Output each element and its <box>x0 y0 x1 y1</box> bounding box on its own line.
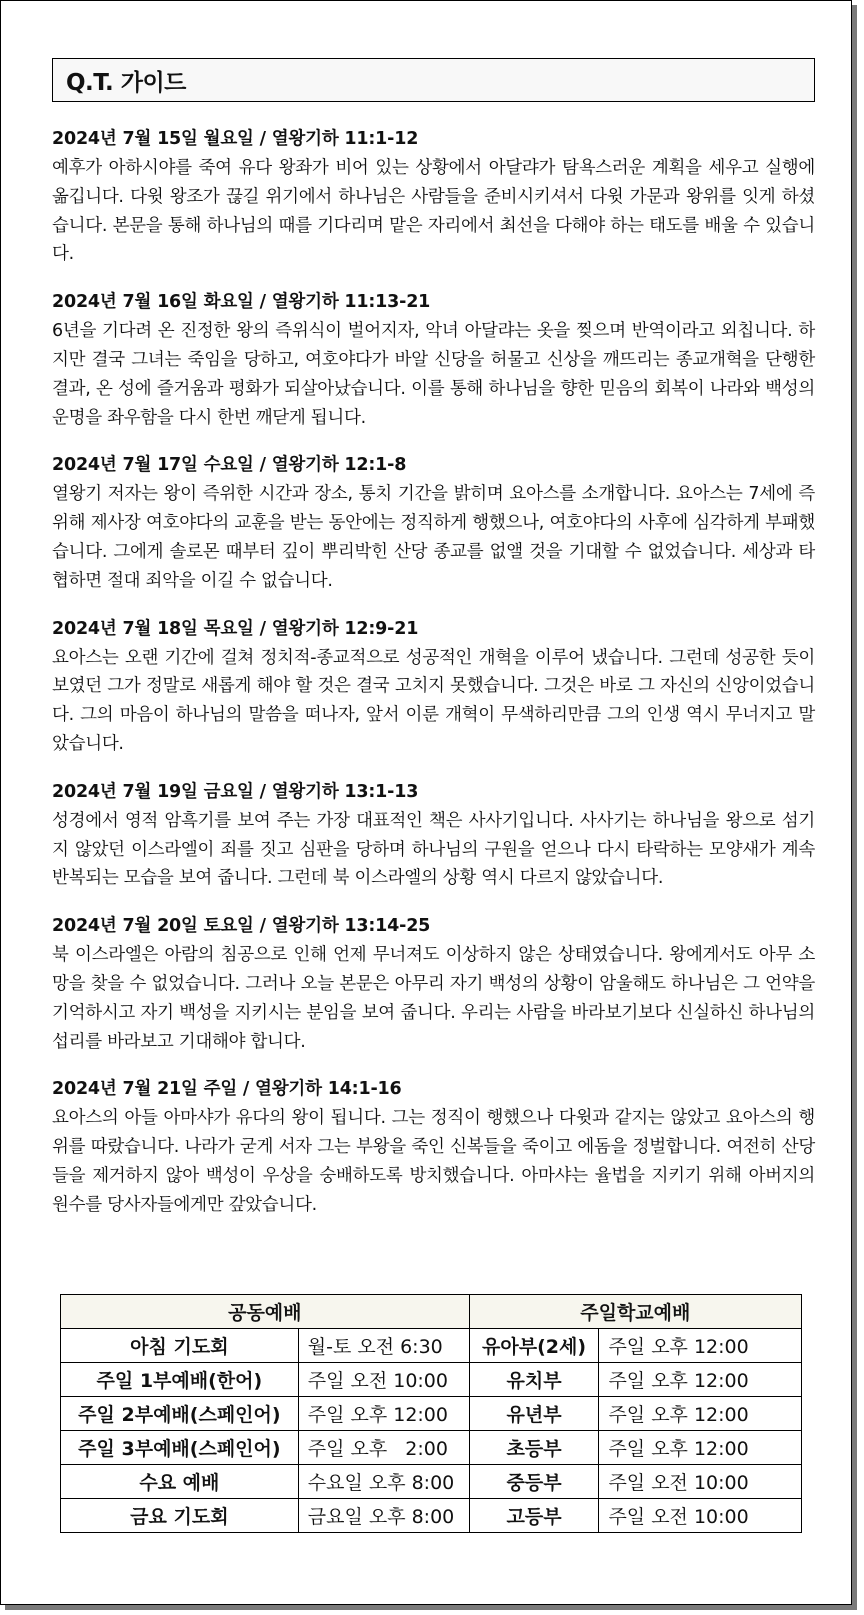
service-time: 주일 오후 2:00 <box>298 1431 469 1465</box>
service-time: 월-토 오전 6:30 <box>298 1329 469 1363</box>
department-time: 주일 오후 12:00 <box>599 1329 802 1363</box>
service-name: 주일 2부예배(스페인어) <box>61 1397 299 1431</box>
worship-schedule-table <box>60 1294 802 1533</box>
department-name: 초등부 <box>469 1431 599 1465</box>
table-row <box>61 1397 802 1431</box>
service-name: 수요 예배 <box>61 1465 299 1499</box>
service-name: 주일 1부예배(한어) <box>61 1363 299 1397</box>
qt-entry <box>52 125 815 269</box>
qt-entry <box>52 778 815 893</box>
department-time: 주일 오후 12:00 <box>599 1397 802 1431</box>
page-title: Q.T. 가이드 <box>52 58 815 102</box>
entry-body: 6년을 기다려 온 진정한 왕의 즉위식이 벌어지자, 악녀 아달랴는 옷을 찢으며 반역이라고 외칩니다. 하지만 결국 그녀는 죽임을 당하고, 여호야다가 바알 신당을 허물고 신상을 깨뜨리는 종교개혁을 단행한 결과, 온 성에 즐거움과 평화가 되살아났습니다. 이를 통해 하나님을 향한 믿음의 회복이 나라와 백성의 운명을 좌우함을 다시 한번 깨닫게 됩니다. <box>52 321 815 428</box>
entry-heading: 2024년 7월 20일 토요일 / 열왕기하 13:14-25 <box>52 916 431 937</box>
department-name: 유아부(2세) <box>469 1329 599 1363</box>
department-name: 고등부 <box>469 1499 599 1533</box>
entry-heading: 2024년 7월 18일 목요일 / 열왕기하 12:9-21 <box>52 618 419 639</box>
entry-heading: 2024년 7월 17일 수요일 / 열왕기하 12:1-8 <box>52 455 407 476</box>
entry-heading: 2024년 7월 21일 주일 / 열왕기하 14:1-16 <box>52 1079 402 1100</box>
table-row <box>61 1431 802 1465</box>
qt-entry <box>52 288 815 432</box>
qt-entry <box>52 615 815 759</box>
table-row <box>61 1499 802 1533</box>
service-name: 금요 기도회 <box>61 1499 299 1533</box>
qt-entry <box>52 912 815 1056</box>
department-time: 주일 오전 10:00 <box>599 1499 802 1533</box>
entry-heading: 2024년 7월 19일 금요일 / 열왕기하 13:1-13 <box>52 781 419 802</box>
service-time: 주일 오전 10:00 <box>298 1363 469 1397</box>
entry-body: 열왕기 저자는 왕이 즉위한 시간과 장소, 통치 기간을 밝히며 요아스를 소개합니다. 요아스는 7세에 즉위해 제사장 여호야다의 교훈을 받는 동안에는 정직하게 행했으나, 여호야다의 사후에 심각하게 부패했습니다. 그에게 솔로몬 때부터 깊이 뿌리박힌 산당 종교를 없앨 것을 기대할 수 없었습니다. 세상과 타협하면 절대 죄악을 이길 수 없습니다. <box>52 484 815 591</box>
service-name: 주일 3부예배(스페인어) <box>61 1431 299 1465</box>
entry-body: 예후가 아하시야를 죽여 유다 왕좌가 비어 있는 상황에서 아달랴가 탐욕스러운 계획을 세우고 실행에 옮깁니다. 다윗 왕조가 끊길 위기에서 하나님은 사람들을 준비시키셔서 다윗 가문과 왕위를 잇게 하셨습니다. 본문을 통해 하나님의 때를 기다리며 맡은 자리에서 최선을 다해야 하는 태도를 배울 수 있습니다. <box>52 158 815 265</box>
table-row <box>61 1329 802 1363</box>
entry-body: 요아스의 아들 아마샤가 유다의 왕이 됩니다. 그는 정직이 행했으나 다윗과 같지는 않았고 요아스의 행위를 따랐습니다. 나라가 굳게 서자 그는 부왕을 죽인 신복들을 죽이고 에돔을 정벌합니다. 여전히 산당들을 제거하지 않아 백성이 우상을 숭배하도록 방치했습니다. 아마샤는 율법을 지키기 위해 아버지의 원수를 당사자들에게만 갚았습니다. <box>52 1108 815 1215</box>
table-row <box>61 1465 802 1499</box>
entry-heading: 2024년 7월 15일 월요일 / 열왕기하 11:1-12 <box>52 129 419 149</box>
qt-entry <box>52 451 815 595</box>
entry-body: 북 이스라엘은 아람의 침공으로 인해 언제 무너져도 이상하지 않은 상태였습니다. 왕에게서도 아무 소망을 찾을 수 없었습니다. 그러나 오늘 본문은 아무리 자기 백성의 상황이 암울해도 하나님은 그 언약을 기억하시고 자기 백성을 지키시는 분임을 보여 줍니다. 우리는 사람을 바라보기보다 신실하신 하나님의 섭리를 바라보고 기대해야 합니다. <box>52 945 815 1052</box>
service-time: 금요일 오후 8:00 <box>298 1499 469 1533</box>
qt-entries <box>52 125 815 1239</box>
qt-entry <box>52 1075 815 1219</box>
schedule-header-row <box>61 1295 802 1329</box>
department-time: 주일 오후 12:00 <box>599 1363 802 1397</box>
service-time: 수요일 오후 8:00 <box>298 1465 469 1499</box>
service-name: 아침 기도회 <box>61 1329 299 1363</box>
entry-body: 요아스는 오랜 기간에 걸쳐 정치적-종교적으로 성공적인 개혁을 이루어 냈습니다. 그런데 성공한 듯이 보였던 그가 정말로 새롭게 해야 할 것은 결국 고치지 못했습니다. 그것은 바로 그 자신의 신앙이었습니다. 그의 마음이 하나님의 말씀을 떠나자, 앞서 이룬 개혁이 무색하리만큼 그의 인생 역시 무너지고 말았습니다. <box>52 647 815 754</box>
entry-heading: 2024년 7월 16일 화요일 / 열왕기하 11:13-21 <box>52 292 431 313</box>
table-row <box>61 1363 802 1397</box>
department-time: 주일 오전 10:00 <box>599 1465 802 1499</box>
department-time: 주일 오후 12:00 <box>599 1431 802 1465</box>
department-name: 유년부 <box>469 1397 599 1431</box>
sunday-school-header: 주일학교예배 <box>469 1295 801 1329</box>
entry-body: 성경에서 영적 암흑기를 보여 주는 가장 대표적인 책은 사사기입니다. 사사기는 하나님을 왕으로 섬기지 않았던 이스라엘이 죄를 짓고 심판을 당하며 하나님의 구원을 얻으나 다시 타락하는 모양새가 계속 반복되는 모습을 보여 줍니다. 그런데 북 이스라엘의 상황 역시 다르지 않았습니다. <box>52 810 815 889</box>
department-name: 유치부 <box>469 1363 599 1397</box>
department-name: 중등부 <box>469 1465 599 1499</box>
joint-worship-header: 공동예배 <box>61 1295 470 1329</box>
service-time: 주일 오후 12:00 <box>298 1397 469 1431</box>
